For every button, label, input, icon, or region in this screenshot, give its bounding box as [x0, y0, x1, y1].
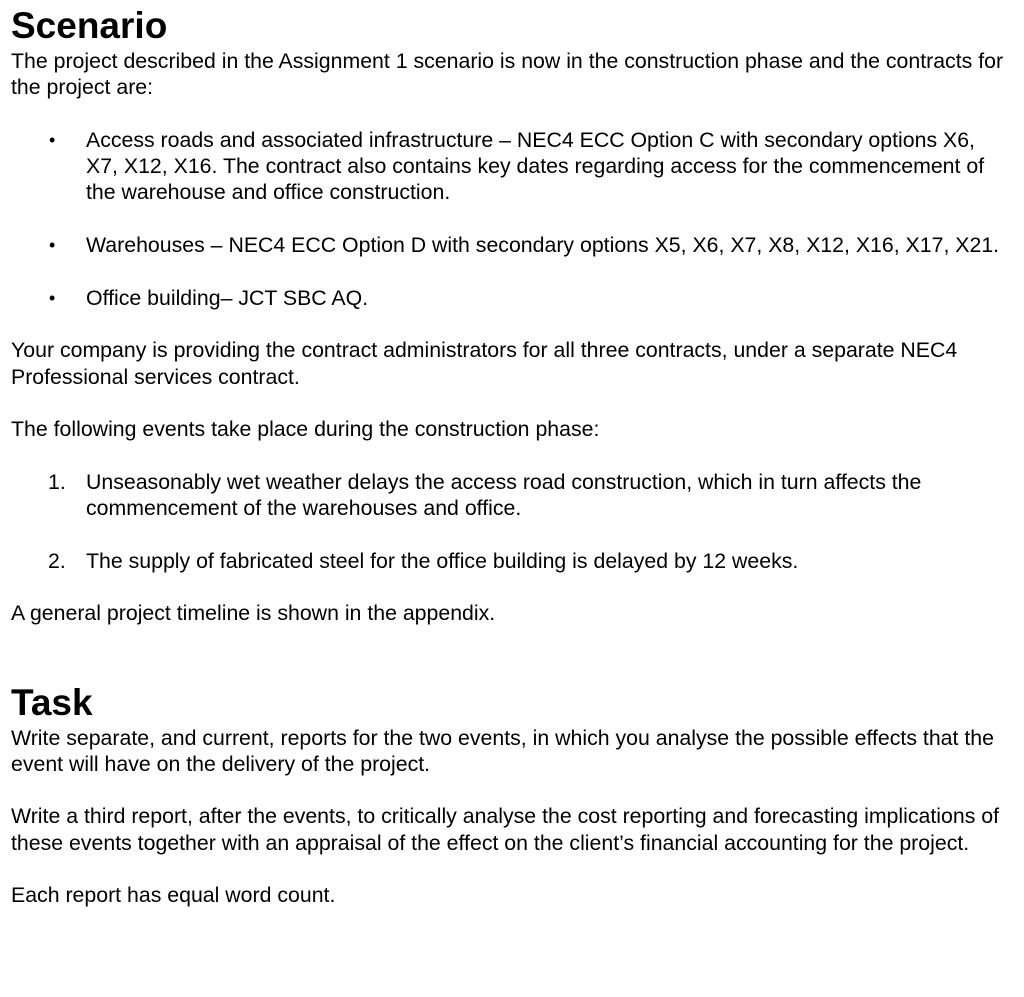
spacer: [11, 442, 1012, 468]
events-numbered-list: [11, 469, 1012, 574]
scenario-heading: Scenario: [11, 5, 168, 46]
task-paragraph-1: Write separate, and current, reports for the two events, in which you analyse the possible effects that the event will have on the delivery of the project.: [11, 725, 994, 776]
scenario-intro-paragraph: The project described in the Assignment 1 scenario is now in the construction phase and the contracts for the project are:: [11, 49, 1004, 100]
bullet-icon: •: [49, 287, 56, 308]
contract-list-item: [11, 285, 1012, 311]
event-list-item: [11, 548, 1012, 574]
bullet-icon: •: [49, 129, 56, 150]
task-heading: Task: [11, 681, 93, 723]
bullet-icon: •: [49, 235, 56, 256]
task-paragraph-3: Each report has equal word count.: [11, 883, 336, 908]
event-text: Unseasonably wet weather delays the access road construction, which in turn affects the commencement of the warehouses and office.: [86, 469, 922, 521]
events-intro-paragraph: The following events take place during the construction phase:: [11, 417, 600, 442]
event-list-item: [11, 469, 1012, 522]
event-number: 2.: [48, 548, 66, 573]
contract-list-item: [11, 127, 1012, 206]
timeline-note: A general project timeline is shown in the appendix.: [11, 601, 496, 626]
contracts-bullet-list: [11, 127, 1012, 311]
spacer: [11, 101, 1012, 127]
spacer: [11, 574, 1012, 600]
spacer: [11, 521, 1012, 547]
event-number: 1.: [48, 469, 66, 494]
spacer: [11, 258, 1012, 284]
event-text: The supply of fabricated steel for the office building is delayed by 12 weeks.: [86, 548, 799, 573]
task-paragraph-2: Write a third report, after the events, to critically analyse the cost reporting and forecasting implications of these events together with an appraisal of the effect on the client’s financial accounting for the project.: [11, 804, 1000, 855]
spacer: [11, 311, 1012, 337]
spacer: [11, 627, 1012, 679]
spacer: [11, 206, 1012, 232]
spacer: [11, 856, 1012, 882]
spacer: [11, 777, 1012, 803]
contract-text: Office building– JCT SBC AQ.: [86, 285, 369, 310]
contract-text: Warehouses – NEC4 ECC Option D with secondary options X5, X6, X7, X8, X12, X16, X17, X21.: [86, 233, 1000, 258]
contract-text: Access roads and associated infrastructure – NEC4 ECC Option C with secondary options X6, X7, X12, X16. The contract also contains key dates regarding access for the commencement of the warehouse and office construction.: [86, 127, 985, 205]
spacer: [11, 390, 1012, 416]
company-paragraph: Your company is providing the contract administrators for all three contracts, under a separate NEC4 Professional services contract.: [11, 338, 958, 389]
contract-list-item: [11, 232, 1012, 258]
